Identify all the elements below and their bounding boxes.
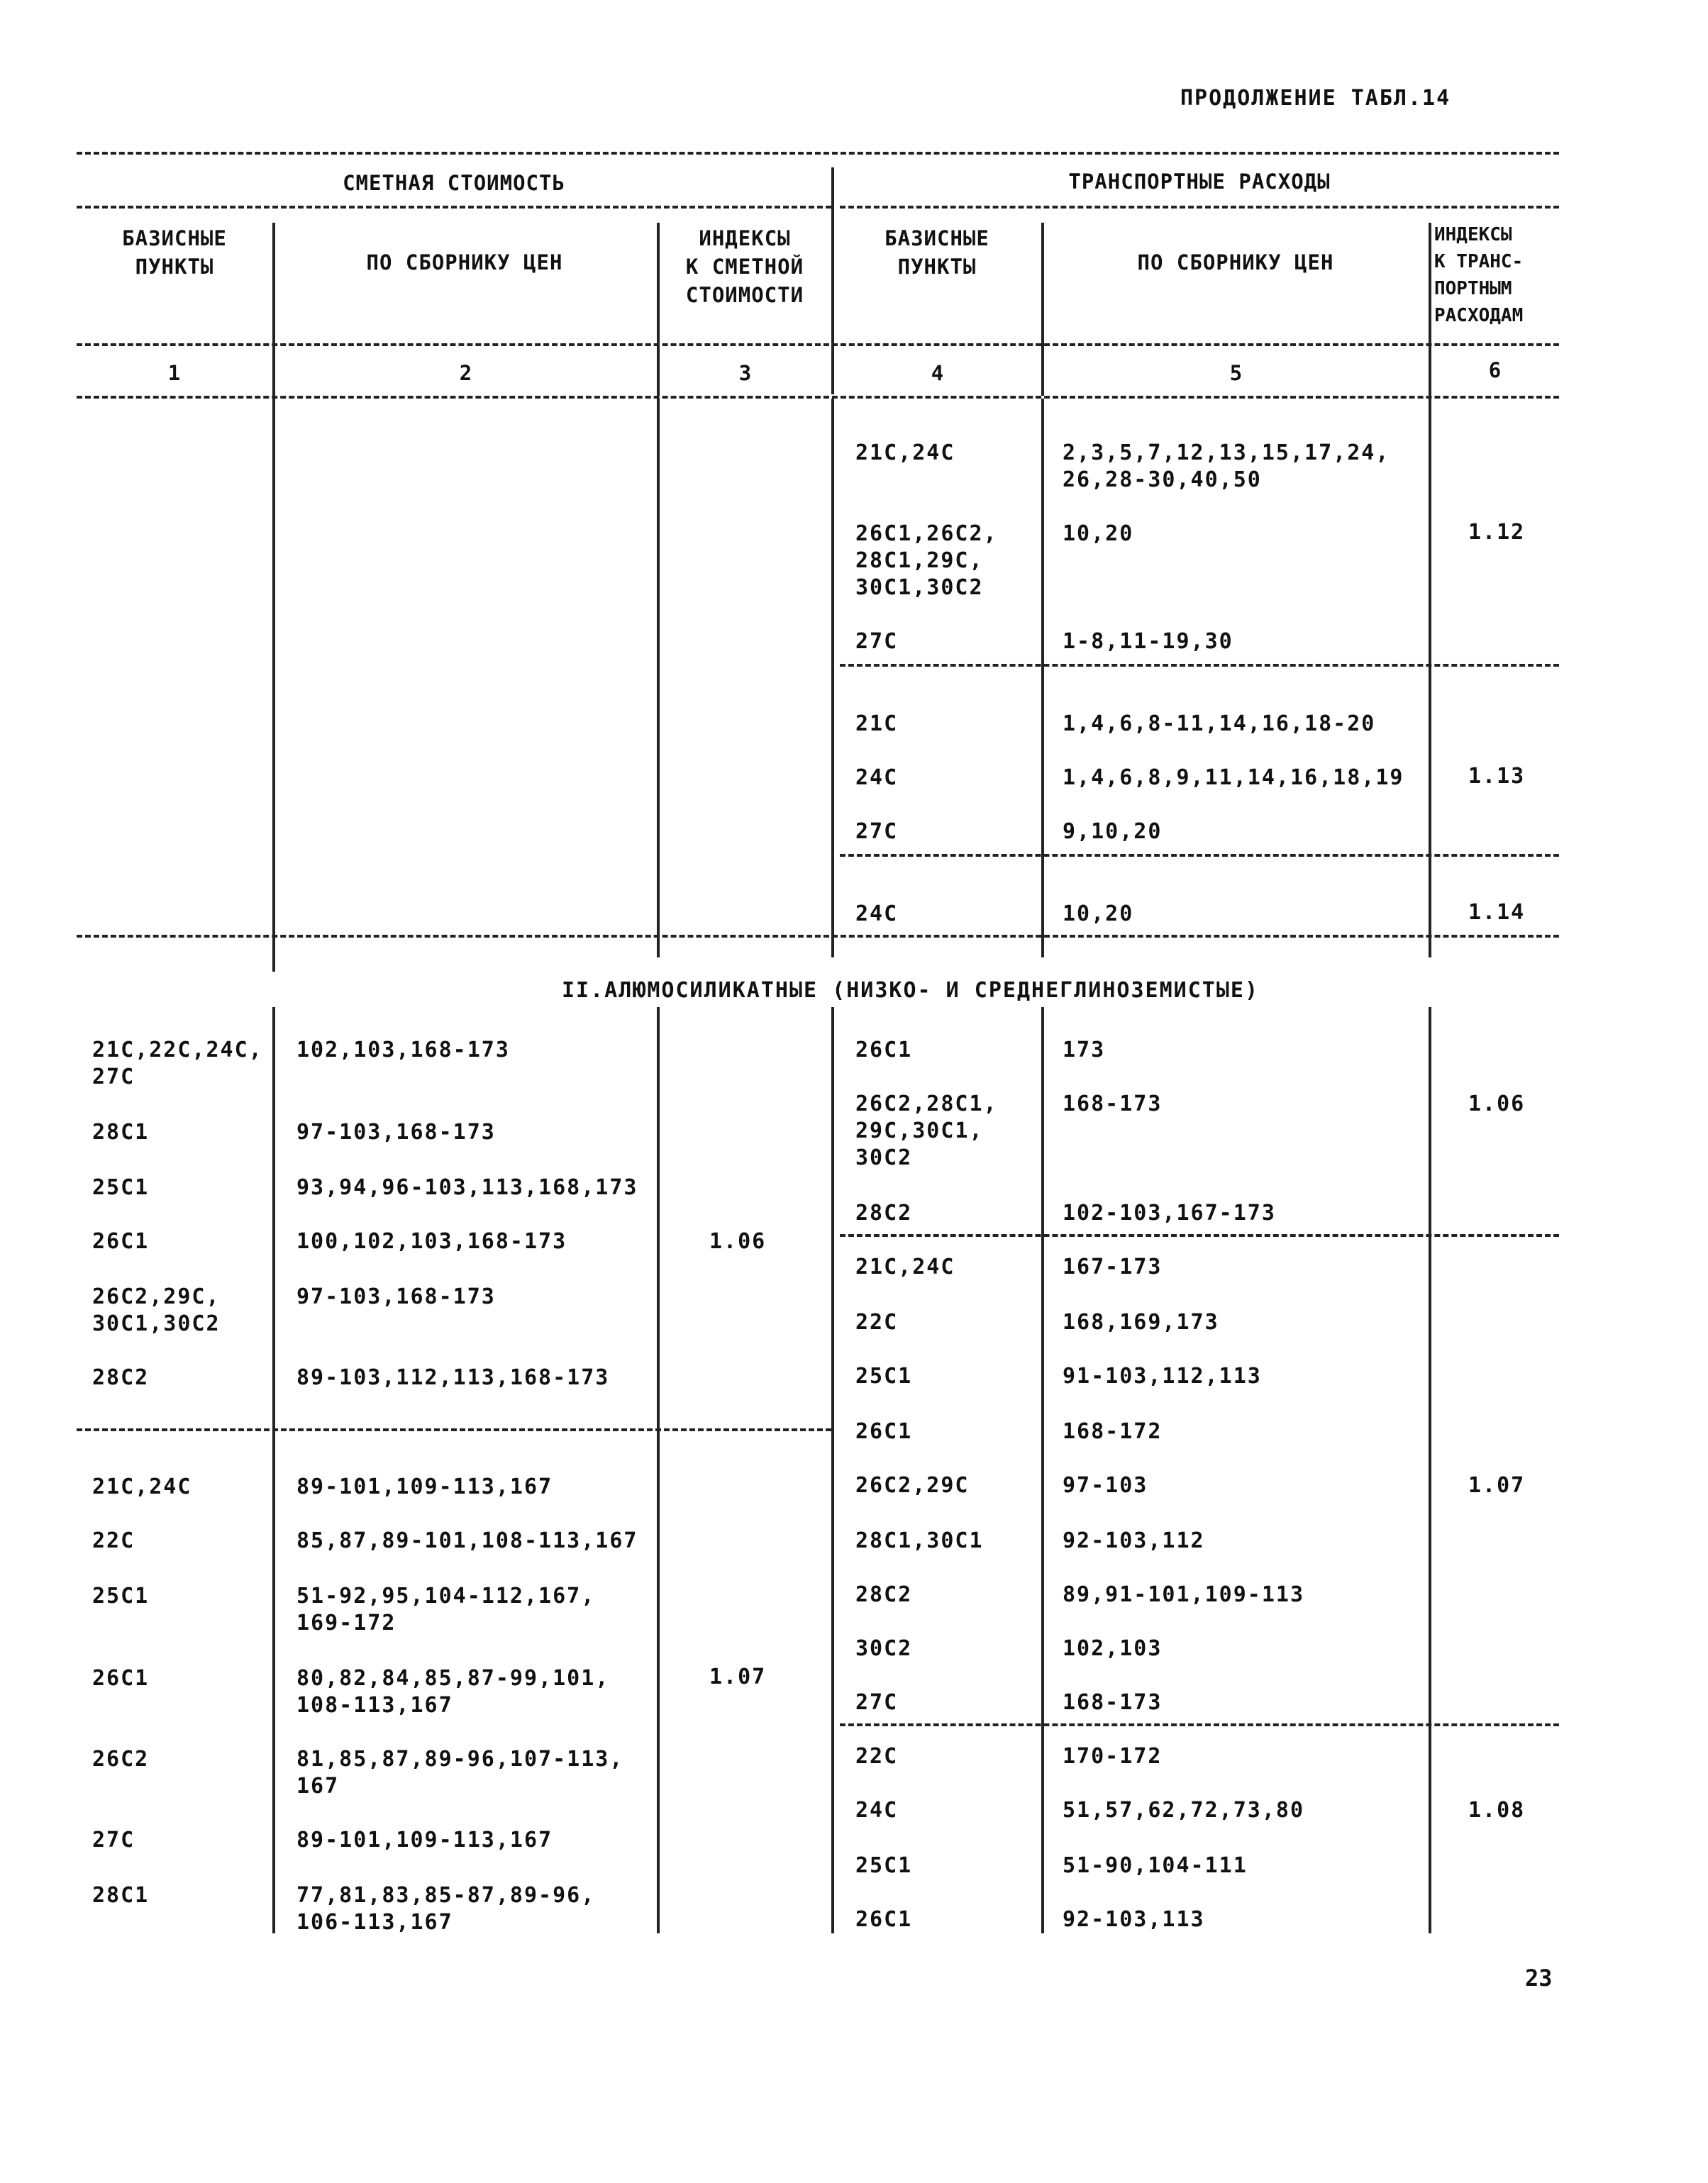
table-cell-prices: 167-173 — [1063, 1255, 1163, 1279]
table-cell-point: 22С — [855, 1310, 899, 1335]
group-rule-1-12 — [840, 664, 1559, 667]
table-cell-point: 26С1 — [855, 1907, 913, 1932]
col-number-5: 5 — [1229, 361, 1243, 385]
table-cell-prices: 102-103,167-173 — [1063, 1201, 1276, 1226]
body-divider-1b — [272, 957, 275, 972]
table-top-rule — [77, 152, 1559, 155]
table-cell-prices: 1,4,6,8-11,14,16,18-20 — [1063, 711, 1376, 736]
table-cell-prices: 168-173 — [1063, 1690, 1163, 1715]
table-cell-prices: 51-90,104-111 — [1063, 1853, 1248, 1878]
table-cell-point: 28С1,30С1 — [855, 1528, 984, 1553]
table-cell-point: 25С1 — [92, 1584, 150, 1609]
table-cell-prices: 89,91-101,109-113 — [1063, 1582, 1305, 1607]
table-cell-prices: 92-103,113 — [1063, 1907, 1205, 1932]
table-cell-point: 25С1 — [855, 1853, 913, 1878]
table-cell-point: 25С1 — [855, 1364, 913, 1389]
index-value: 1.12 — [1468, 520, 1526, 545]
body-divider-3c — [831, 1007, 834, 1933]
table-cell-point: 27С — [855, 1690, 899, 1715]
table-cell-prices: 1,4,6,8,9,11,14,16,18,19 — [1063, 765, 1404, 790]
table-cell-point: 21С,24С — [855, 1255, 955, 1279]
col-number-3: 3 — [738, 361, 753, 385]
col-number-6: 6 — [1488, 358, 1502, 382]
group-rule-right — [840, 206, 1559, 209]
table-cell-point: 25С1 — [92, 1175, 150, 1200]
group-rule-right-1-07 — [840, 1723, 1559, 1726]
body-divider-1a — [272, 399, 275, 957]
table-cell-point: 28С1 — [92, 1120, 150, 1145]
body-divider-4c — [1041, 1007, 1044, 1933]
table-cell-point: 21С,24С — [92, 1474, 192, 1499]
table-cell-prices: 89-103,112,113,168-173 — [296, 1365, 610, 1390]
table-cell-point: 28С2 — [855, 1201, 913, 1226]
group-rule-left-1-06 — [77, 1428, 831, 1431]
table-cell-prices: 93,94,96-103,113,168,173 — [296, 1175, 638, 1200]
table-cell-point: 26С1 — [92, 1229, 150, 1254]
table-cell-point: 26С1 — [855, 1038, 913, 1062]
table-cell-point: 27С — [855, 629, 899, 654]
table-cell-prices: 2,3,5,7,12,13,15,17,24, 26,28-30,40,50 — [1063, 440, 1390, 492]
group-heading-estimated-cost: СМЕТНАЯ СТОИМОСТЬ — [343, 171, 565, 195]
table-cell-point: 21С — [855, 711, 899, 736]
table-cell-prices: 85,87,89-101,108-113,167 — [296, 1528, 638, 1553]
group-rule-1-13 — [840, 854, 1559, 857]
index-value: 1.13 — [1468, 764, 1526, 789]
body-divider-5a — [1429, 399, 1431, 957]
group-rule-right-1-06 — [840, 1234, 1559, 1237]
table-cell-point: 24С — [855, 765, 899, 790]
col-number-2: 2 — [459, 361, 473, 385]
table-cell-point: 22С — [92, 1528, 135, 1553]
table-cell-prices: 102,103 — [1063, 1636, 1163, 1661]
number-row-rule — [77, 396, 1559, 399]
body-divider-5c — [1429, 1007, 1431, 1933]
table-cell-prices: 168-173 — [1063, 1092, 1163, 1116]
table-cell-prices: 81,85,87,89-96,107-113, 167 — [296, 1747, 624, 1799]
index-value: 1.08 — [1468, 1798, 1526, 1823]
table-cell-point: 30С2 — [855, 1636, 913, 1661]
table-cell-prices: 97-103,168-173 — [296, 1120, 496, 1145]
col2-heading: ПО СБОРНИКУ ЦЕН — [366, 250, 563, 274]
index-value: 1.07 — [709, 1665, 767, 1689]
section-rule — [77, 935, 1559, 938]
table-cell-prices: 97-103,168-173 — [296, 1284, 496, 1309]
header-rule — [77, 343, 1559, 346]
group-rule-left — [77, 206, 831, 209]
col6-heading: ИНДЕКСЫ К ТРАНС- ПОРТНЫМ РАСХОДАМ — [1434, 224, 1524, 326]
col5-heading: ПО СБОРНИКУ ЦЕН — [1137, 250, 1334, 274]
index-value: 1.06 — [709, 1229, 767, 1254]
table-cell-prices: 9,10,20 — [1063, 819, 1163, 844]
col-number-4: 4 — [931, 361, 945, 385]
col-number-1: 1 — [167, 361, 182, 385]
index-value: 1.06 — [1468, 1092, 1526, 1116]
table-cell-prices: 77,81,83,85-87,89-96, 106-113,167 — [296, 1883, 596, 1935]
table-cell-point: 21С,22С,24С, 27С — [92, 1038, 263, 1089]
continuation-heading: ПРОДОЛЖЕНИЕ ТАБЛ.14 — [1180, 86, 1451, 111]
body-divider-3a — [831, 399, 834, 957]
table-cell-point: 26С2,28С1, 29С,30С1, 30С2 — [855, 1092, 998, 1170]
table-cell-point: 22С — [855, 1744, 899, 1769]
table-cell-prices: 97-103 — [1063, 1473, 1148, 1498]
index-value: 1.14 — [1468, 900, 1526, 925]
table-cell-prices: 170-172 — [1063, 1744, 1163, 1769]
table-cell-point: 27С — [92, 1828, 135, 1853]
table-cell-prices: 10,20 — [1063, 901, 1134, 926]
body-divider-1c — [272, 1007, 275, 1933]
table-cell-prices: 100,102,103,168-173 — [296, 1229, 567, 1254]
table-cell-point: 24С — [855, 1798, 899, 1823]
table-cell-point: 26С2,29С — [855, 1473, 970, 1498]
col3-heading: ИНДЕКСЫ К СМЕТНОЙ СТОИМОСТИ — [685, 226, 804, 307]
table-cell-prices: 168,169,173 — [1063, 1310, 1219, 1335]
index-value: 1.07 — [1468, 1473, 1526, 1498]
table-cell-prices: 51-92,95,104-112,167, 169-172 — [296, 1584, 596, 1635]
table-cell-prices: 1-8,11-19,30 — [1063, 629, 1233, 654]
col4-heading: БАЗИСНЫЕ ПУНКТЫ — [884, 226, 989, 279]
table-cell-prices: 92-103,112 — [1063, 1528, 1205, 1553]
section-title: II.АЛЮМОСИЛИКАТНЫЕ (НИЗКО- И СРЕДНЕГЛИНОЗЕМИСТЫЕ) — [562, 978, 1260, 1003]
table-cell-prices: 168-172 — [1063, 1419, 1163, 1444]
table-cell-point: 27С — [855, 819, 899, 844]
table-cell-prices: 10,20 — [1063, 521, 1134, 546]
table-cell-point: 28С2 — [855, 1582, 913, 1607]
table-cell-point: 26С1 — [855, 1419, 913, 1444]
table-cell-point: 26С2,29С, 30С1,30С2 — [92, 1284, 221, 1336]
table-cell-prices: 89-101,109-113,167 — [296, 1474, 553, 1499]
table-cell-point: 28С1 — [92, 1883, 150, 1908]
table-cell-prices: 91-103,112,113 — [1063, 1364, 1262, 1389]
table-cell-prices: 51,57,62,72,73,80 — [1063, 1798, 1305, 1823]
table-cell-point: 21С,24С — [855, 440, 955, 465]
table-cell-prices: 89-101,109-113,167 — [296, 1828, 553, 1853]
table-cell-point: 26С1,26С2, 28С1,29С, 30С1,30С2 — [855, 521, 998, 600]
table-cell-prices: 173 — [1063, 1038, 1106, 1062]
col1-heading: БАЗИСНЫЕ ПУНКТЫ — [122, 226, 227, 279]
group-heading-transport: ТРАНСПОРТНЫЕ РАСХОДЫ — [1068, 170, 1331, 194]
body-divider-2c — [657, 1007, 660, 1933]
table-cell-point: 26С1 — [92, 1666, 150, 1691]
table-cell-point: 28С2 — [92, 1365, 150, 1390]
body-divider-2a — [657, 399, 660, 957]
body-divider-4a — [1041, 399, 1044, 957]
table-cell-point: 26С2 — [92, 1747, 150, 1772]
page-number: 23 — [1525, 1965, 1553, 1992]
table-cell-prices: 80,82,84,85,87-99,101, 108-113,167 — [296, 1666, 610, 1718]
table-cell-point: 24С — [855, 901, 899, 926]
table-cell-prices: 102,103,168-173 — [296, 1038, 510, 1062]
